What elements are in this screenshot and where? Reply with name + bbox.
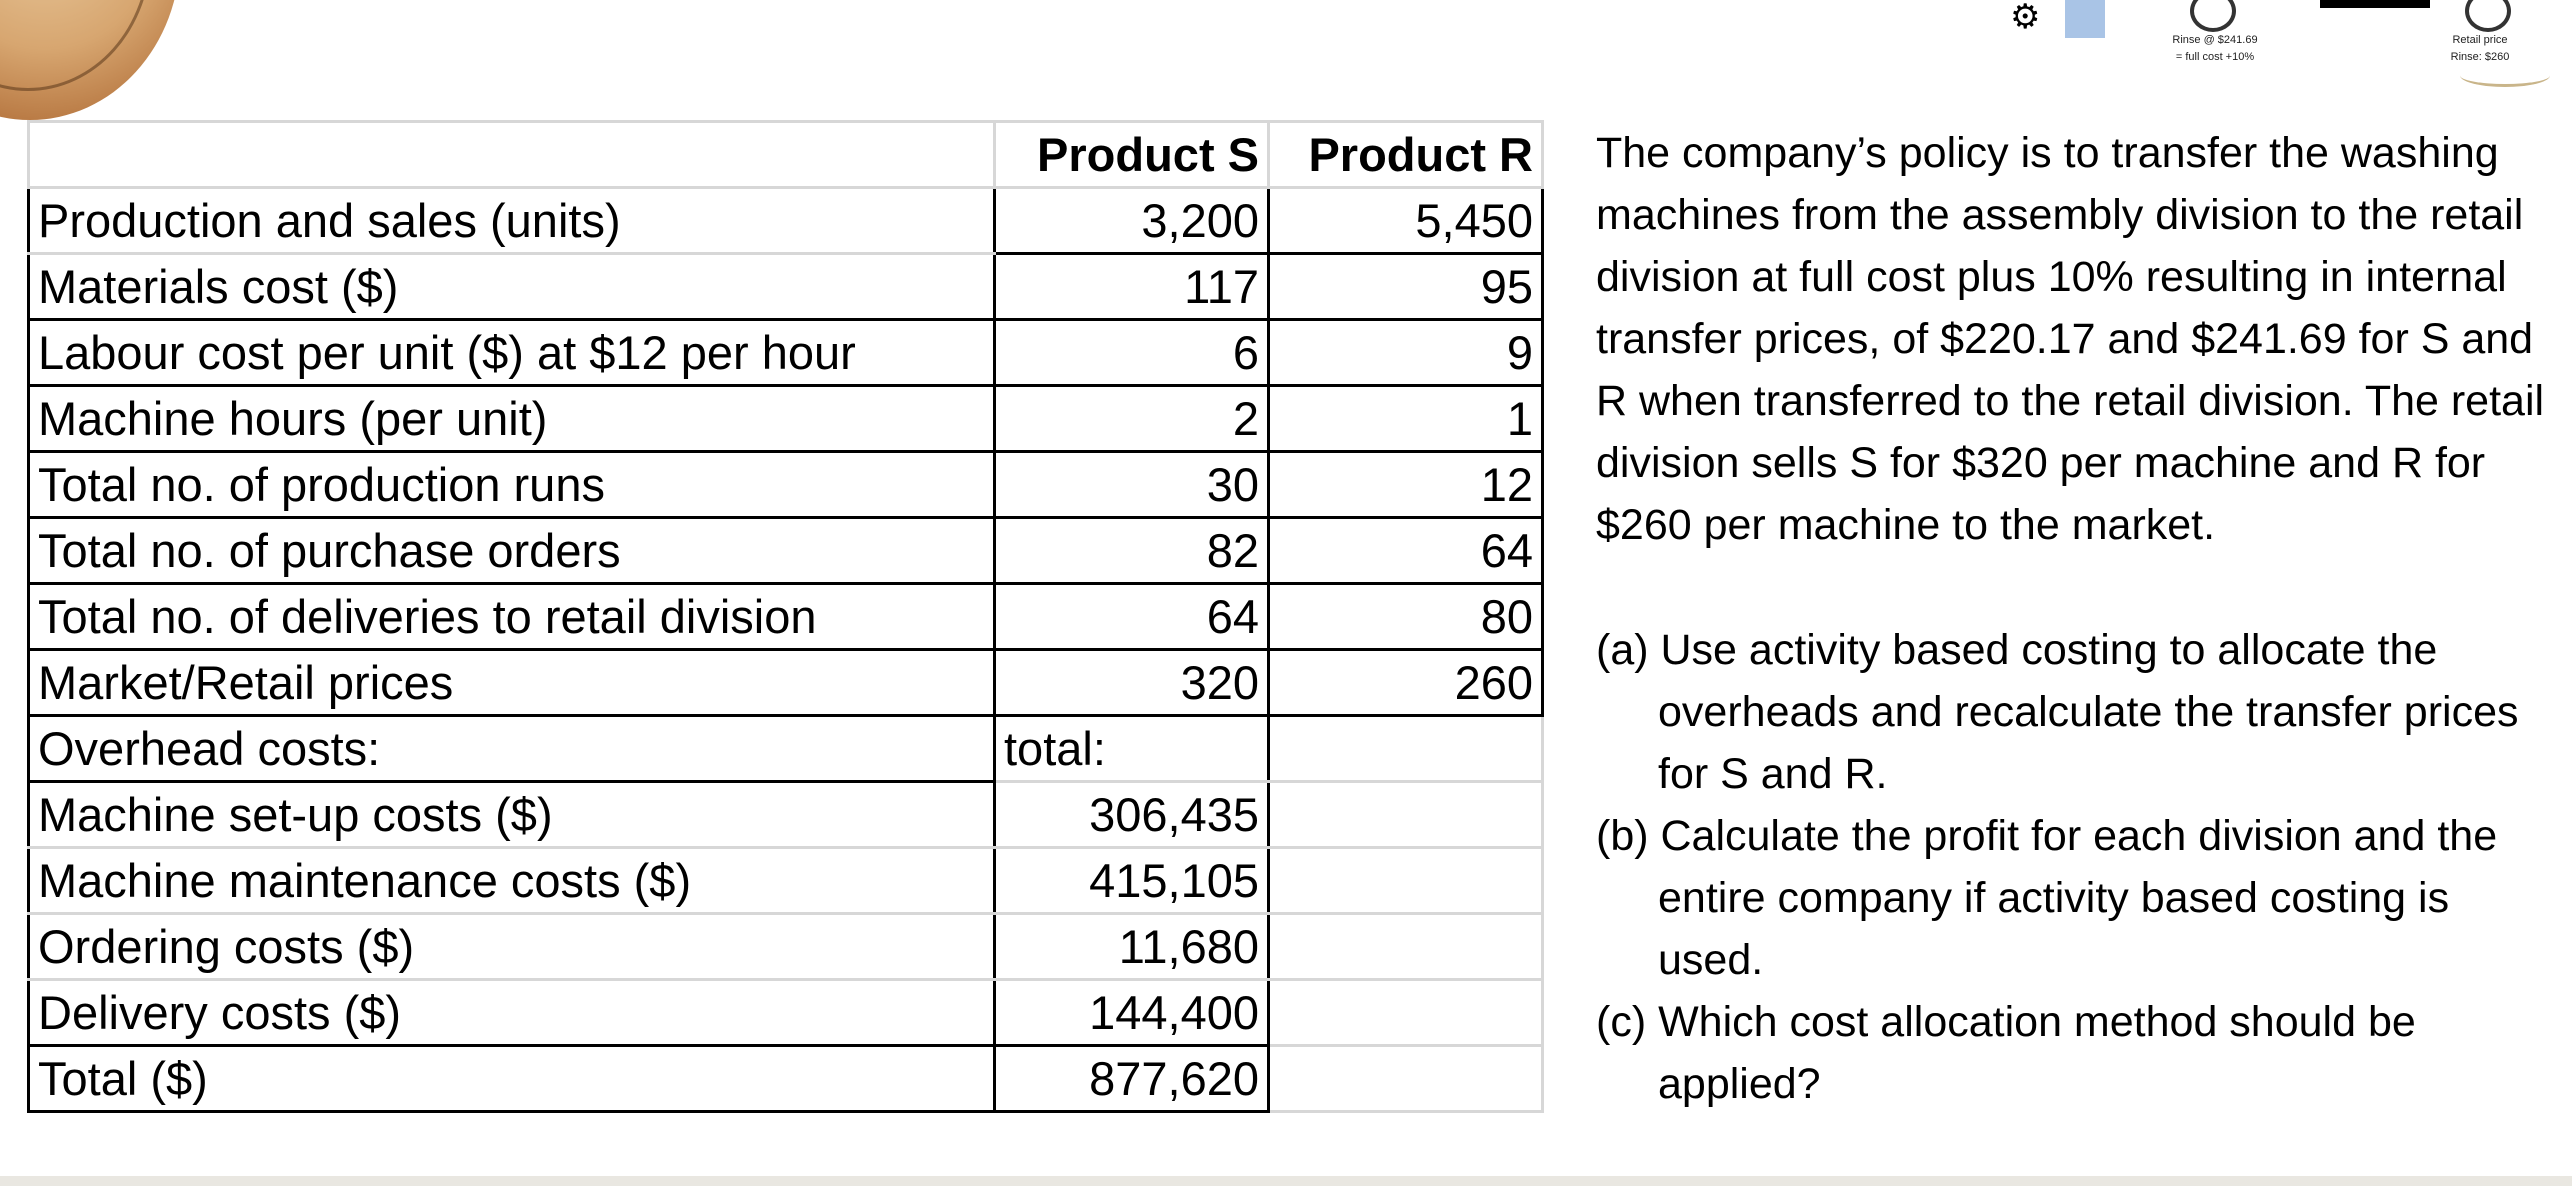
row-value-r [1269, 782, 1543, 848]
decorative-swoosh [2460, 64, 2550, 87]
row-value-s: 6 [995, 320, 1269, 386]
row-value-s: 2 [995, 386, 1269, 452]
row-label: Machine maintenance costs ($) [29, 848, 995, 914]
table-row [29, 716, 1543, 782]
row-label: Machine set-up costs ($) [29, 782, 995, 848]
flow-node-icon [2465, 0, 2511, 32]
table-row [29, 518, 1543, 584]
row-value-r: 80 [1269, 584, 1543, 650]
arrow-bar [2320, 0, 2430, 8]
row-value-s: 11,680 [995, 914, 1269, 980]
table-row [29, 386, 1543, 452]
row-label: Total no. of purchase orders [29, 518, 995, 584]
row-label: Machine hours (per unit) [29, 386, 995, 452]
table-row [29, 452, 1543, 518]
table-row [29, 1046, 1543, 1112]
process-diagram-fragment [1980, 0, 2570, 100]
table-row [29, 980, 1543, 1046]
table-row [29, 584, 1543, 650]
header-product-s: Product S [995, 122, 1269, 188]
row-value-r [1269, 848, 1543, 914]
question-c: (c) Which cost allocation method should be applied? [1596, 998, 2416, 1108]
row-label: Ordering costs ($) [29, 914, 995, 980]
caption-line: Rinse: $260 [2450, 51, 2510, 63]
row-value-r: 64 [1269, 518, 1543, 584]
retail-price-caption [2420, 32, 2540, 66]
row-label: Production and sales (units) [29, 188, 995, 254]
row-label: Overhead costs: [29, 716, 995, 782]
table-row [29, 188, 1543, 254]
row-label: Market/Retail prices [29, 650, 995, 716]
row-label: Materials cost ($) [29, 254, 995, 320]
row-value-r [1269, 980, 1543, 1046]
row-value-r [1269, 716, 1543, 782]
row-label: Total no. of production runs [29, 452, 995, 518]
row-value-s: 306,435 [995, 782, 1269, 848]
row-value-r: 12 [1269, 452, 1543, 518]
washer-icon [2065, 0, 2105, 38]
row-value-s: 144,400 [995, 980, 1269, 1046]
question-a: (a) Use activity based costing to allocate the overheads and recalculate the transfer prices for S and R. [1596, 626, 2519, 798]
caption-line: = full cost +10% [2175, 51, 2255, 63]
caption-line: Retail price [2452, 34, 2508, 46]
header-label-cell [29, 122, 995, 188]
row-value-r: 9 [1269, 320, 1543, 386]
row-value-s: total: [995, 716, 1269, 782]
caption-line: Rinse @ $241.69 [2172, 34, 2258, 46]
policy-paragraph: The company’s policy is to transfer the washing machines from the assembly division to the retail division at full cost plus 10% resulting in internal transfer prices, of $220.17 and $241.69 for S and R when transferred to the retail division. The retail division sells S for $320 per machine and R for $260 per machine to the market. [1596, 129, 2545, 549]
row-value-s: 320 [995, 650, 1269, 716]
row-value-s: 877,620 [995, 1046, 1269, 1112]
machine-icon: ⚙ [2010, 0, 2041, 37]
row-value-r: 95 [1269, 254, 1543, 320]
row-value-s: 64 [995, 584, 1269, 650]
table-row [29, 782, 1543, 848]
row-value-s: 30 [995, 452, 1269, 518]
row-value-r [1269, 914, 1543, 980]
row-value-r: 1 [1269, 386, 1543, 452]
table-header-row [29, 122, 1543, 188]
header-product-r: Product R [1269, 122, 1543, 188]
question-b: (b) Calculate the profit for each division and the entire company if activity based costing is used. [1596, 812, 2498, 984]
exercise-text [1596, 122, 2556, 1115]
row-value-r: 5,450 [1269, 188, 1543, 254]
table-row [29, 650, 1543, 716]
row-value-s: 82 [995, 518, 1269, 584]
product-cost-table [27, 120, 1544, 1113]
table-row [29, 914, 1543, 980]
row-value-r [1269, 1046, 1543, 1112]
row-value-s: 3,200 [995, 188, 1269, 254]
row-value-s: 415,105 [995, 848, 1269, 914]
flow-node-icon [2190, 0, 2236, 32]
row-label: Total ($) [29, 1046, 995, 1112]
table-row [29, 320, 1543, 386]
bottom-edge-strip [0, 1176, 2572, 1186]
row-value-s: 117 [995, 254, 1269, 320]
table-row [29, 848, 1543, 914]
row-value-r: 260 [1269, 650, 1543, 716]
row-label: Delivery costs ($) [29, 980, 995, 1046]
row-label: Labour cost per unit ($) at $12 per hour [29, 320, 995, 386]
row-label: Total no. of deliveries to retail division [29, 584, 995, 650]
question-list [1596, 619, 2556, 1115]
table-row [29, 254, 1543, 320]
transfer-price-caption [2150, 32, 2280, 66]
